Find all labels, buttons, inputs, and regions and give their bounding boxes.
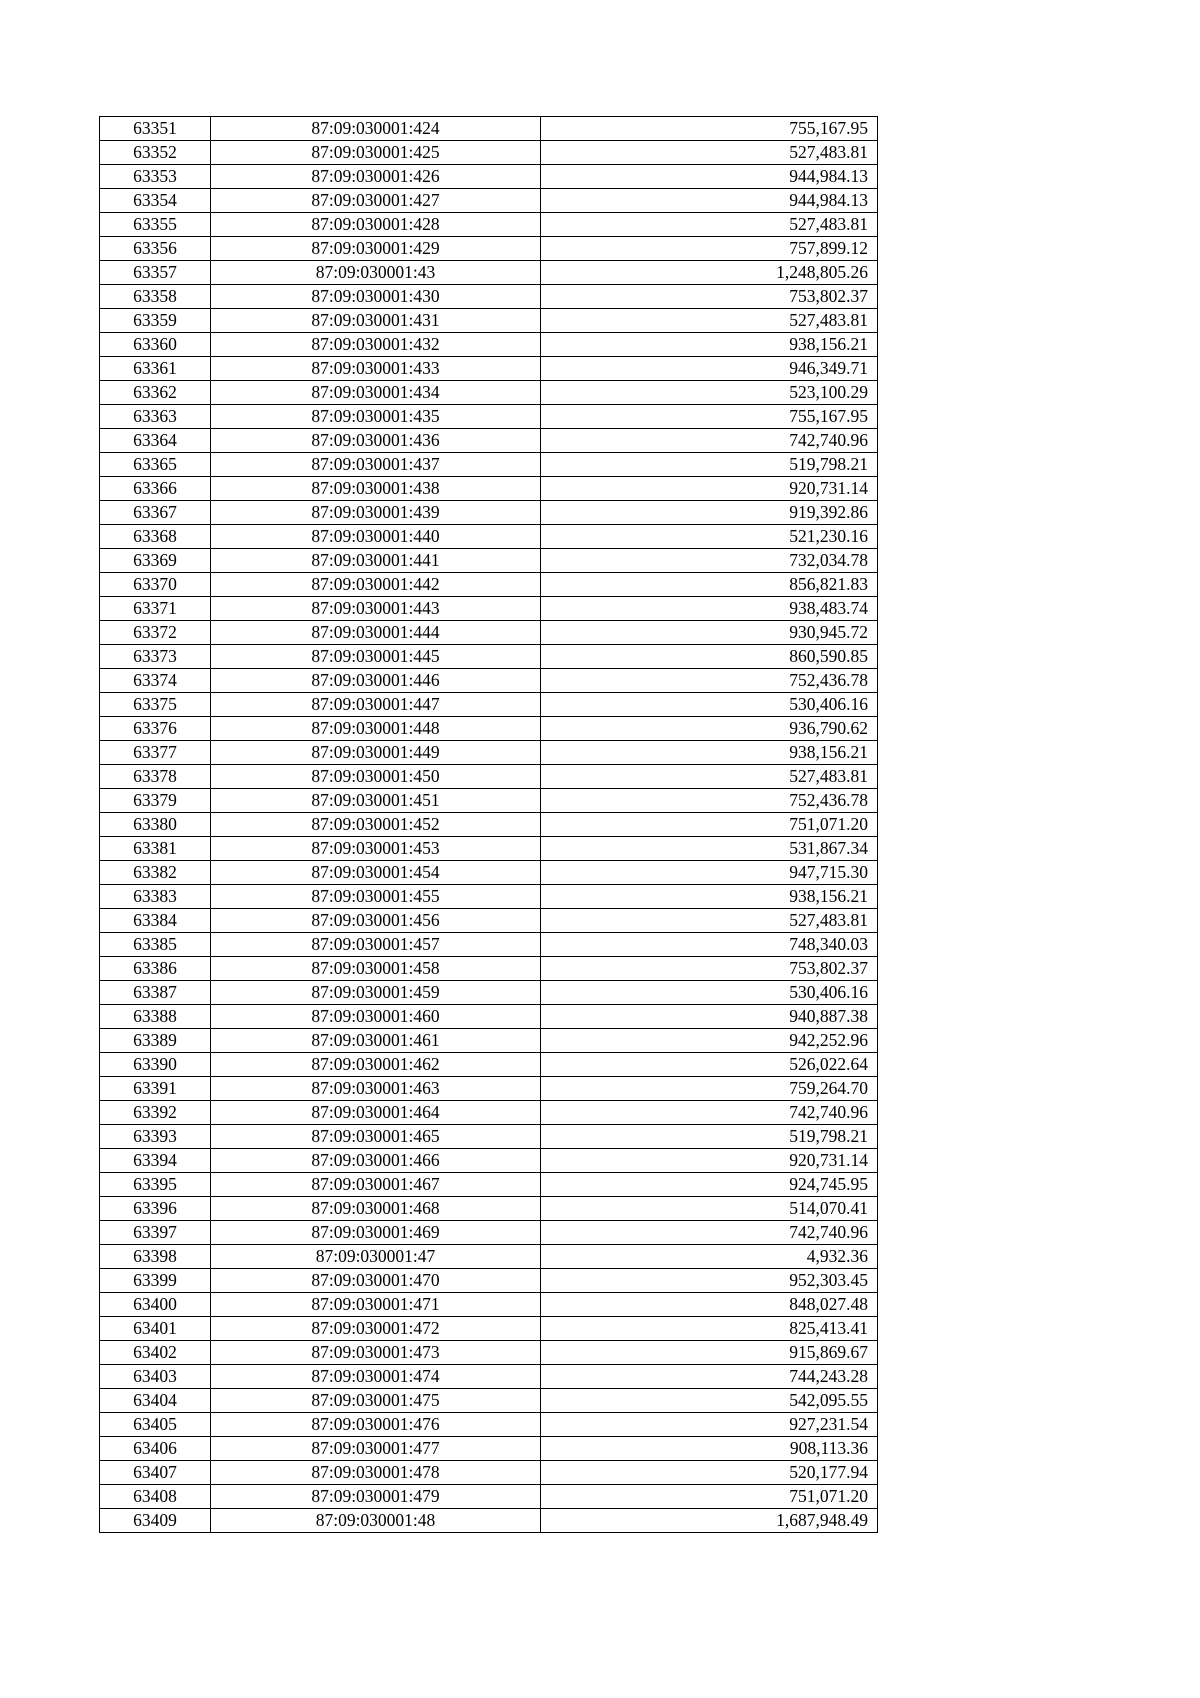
table-row bbox=[100, 1341, 878, 1365]
value-cell: 523,100.29 bbox=[541, 381, 878, 405]
table-row bbox=[100, 1053, 878, 1077]
value-cell: 938,483.74 bbox=[541, 597, 878, 621]
table-row bbox=[100, 1389, 878, 1413]
cadastral-number-cell: 87:09:030001:434 bbox=[211, 381, 541, 405]
row-number-cell: 63393 bbox=[100, 1125, 211, 1149]
table-row bbox=[100, 741, 878, 765]
value-cell: 915,869.67 bbox=[541, 1341, 878, 1365]
value-cell: 751,071.20 bbox=[541, 1485, 878, 1509]
table-row bbox=[100, 429, 878, 453]
row-number-cell: 63378 bbox=[100, 765, 211, 789]
row-number-cell: 63357 bbox=[100, 261, 211, 285]
row-number-cell: 63386 bbox=[100, 957, 211, 981]
row-number-cell: 63387 bbox=[100, 981, 211, 1005]
value-cell: 742,740.96 bbox=[541, 1101, 878, 1125]
cadastral-number-cell: 87:09:030001:468 bbox=[211, 1197, 541, 1221]
cadastral-number-cell: 87:09:030001:433 bbox=[211, 357, 541, 381]
row-number-cell: 63405 bbox=[100, 1413, 211, 1437]
table-row bbox=[100, 1461, 878, 1485]
row-number-cell: 63407 bbox=[100, 1461, 211, 1485]
row-number-cell: 63373 bbox=[100, 645, 211, 669]
value-cell: 732,034.78 bbox=[541, 549, 878, 573]
value-cell: 848,027.48 bbox=[541, 1293, 878, 1317]
value-cell: 920,731.14 bbox=[541, 477, 878, 501]
row-number-cell: 63397 bbox=[100, 1221, 211, 1245]
value-cell: 938,156.21 bbox=[541, 741, 878, 765]
row-number-cell: 63379 bbox=[100, 789, 211, 813]
value-cell: 944,984.13 bbox=[541, 165, 878, 189]
cadastral-number-cell: 87:09:030001:478 bbox=[211, 1461, 541, 1485]
cadastral-number-cell: 87:09:030001:471 bbox=[211, 1293, 541, 1317]
value-cell: 752,436.78 bbox=[541, 789, 878, 813]
cadastral-number-cell: 87:09:030001:426 bbox=[211, 165, 541, 189]
value-cell: 519,798.21 bbox=[541, 453, 878, 477]
table-row bbox=[100, 789, 878, 813]
cadastral-number-cell: 87:09:030001:429 bbox=[211, 237, 541, 261]
value-cell: 952,303.45 bbox=[541, 1269, 878, 1293]
value-cell: 519,798.21 bbox=[541, 1125, 878, 1149]
row-number-cell: 63406 bbox=[100, 1437, 211, 1461]
table-row bbox=[100, 1221, 878, 1245]
cadastral-number-cell: 87:09:030001:464 bbox=[211, 1101, 541, 1125]
value-cell: 1,687,948.49 bbox=[541, 1509, 878, 1533]
cadastral-number-cell: 87:09:030001:437 bbox=[211, 453, 541, 477]
cadastral-number-cell: 87:09:030001:475 bbox=[211, 1389, 541, 1413]
table-body bbox=[100, 117, 878, 1533]
row-number-cell: 63363 bbox=[100, 405, 211, 429]
cadastral-number-cell: 87:09:030001:43 bbox=[211, 261, 541, 285]
value-cell: 930,945.72 bbox=[541, 621, 878, 645]
table-row bbox=[100, 573, 878, 597]
cadastral-number-cell: 87:09:030001:458 bbox=[211, 957, 541, 981]
cadastral-number-cell: 87:09:030001:465 bbox=[211, 1125, 541, 1149]
cadastral-number-cell: 87:09:030001:439 bbox=[211, 501, 541, 525]
row-number-cell: 63388 bbox=[100, 1005, 211, 1029]
cadastral-number-cell: 87:09:030001:474 bbox=[211, 1365, 541, 1389]
value-cell: 526,022.64 bbox=[541, 1053, 878, 1077]
row-number-cell: 63368 bbox=[100, 525, 211, 549]
value-cell: 542,095.55 bbox=[541, 1389, 878, 1413]
row-number-cell: 63389 bbox=[100, 1029, 211, 1053]
row-number-cell: 63394 bbox=[100, 1149, 211, 1173]
value-cell: 860,590.85 bbox=[541, 645, 878, 669]
cadastral-number-cell: 87:09:030001:457 bbox=[211, 933, 541, 957]
cadastral-number-cell: 87:09:030001:435 bbox=[211, 405, 541, 429]
table-row bbox=[100, 1245, 878, 1269]
row-number-cell: 63370 bbox=[100, 573, 211, 597]
cadastral-number-cell: 87:09:030001:473 bbox=[211, 1341, 541, 1365]
table-row bbox=[100, 189, 878, 213]
value-cell: 4,932.36 bbox=[541, 1245, 878, 1269]
table-row bbox=[100, 525, 878, 549]
table-row bbox=[100, 597, 878, 621]
cadastral-number-cell: 87:09:030001:436 bbox=[211, 429, 541, 453]
row-number-cell: 63390 bbox=[100, 1053, 211, 1077]
value-cell: 755,167.95 bbox=[541, 117, 878, 141]
table-row bbox=[100, 1269, 878, 1293]
row-number-cell: 63356 bbox=[100, 237, 211, 261]
table-row bbox=[100, 1317, 878, 1341]
row-number-cell: 63374 bbox=[100, 669, 211, 693]
cadastral-number-cell: 87:09:030001:450 bbox=[211, 765, 541, 789]
value-cell: 924,745.95 bbox=[541, 1173, 878, 1197]
table-row bbox=[100, 933, 878, 957]
cadastral-number-cell: 87:09:030001:477 bbox=[211, 1437, 541, 1461]
value-cell: 825,413.41 bbox=[541, 1317, 878, 1341]
value-cell: 527,483.81 bbox=[541, 765, 878, 789]
cadastral-number-cell: 87:09:030001:428 bbox=[211, 213, 541, 237]
cadastral-number-cell: 87:09:030001:470 bbox=[211, 1269, 541, 1293]
cadastral-number-cell: 87:09:030001:476 bbox=[211, 1413, 541, 1437]
cadastral-number-cell: 87:09:030001:442 bbox=[211, 573, 541, 597]
table-row bbox=[100, 141, 878, 165]
value-cell: 527,483.81 bbox=[541, 213, 878, 237]
cadastral-number-cell: 87:09:030001:460 bbox=[211, 1005, 541, 1029]
row-number-cell: 63409 bbox=[100, 1509, 211, 1533]
cadastral-number-cell: 87:09:030001:459 bbox=[211, 981, 541, 1005]
row-number-cell: 63358 bbox=[100, 285, 211, 309]
cadastral-number-cell: 87:09:030001:451 bbox=[211, 789, 541, 813]
row-number-cell: 63398 bbox=[100, 1245, 211, 1269]
value-cell: 744,243.28 bbox=[541, 1365, 878, 1389]
cadastral-value-table bbox=[99, 116, 878, 1533]
value-cell: 742,740.96 bbox=[541, 429, 878, 453]
row-number-cell: 63371 bbox=[100, 597, 211, 621]
value-cell: 1,248,805.26 bbox=[541, 261, 878, 285]
cadastral-number-cell: 87:09:030001:430 bbox=[211, 285, 541, 309]
row-number-cell: 63382 bbox=[100, 861, 211, 885]
cadastral-number-cell: 87:09:030001:466 bbox=[211, 1149, 541, 1173]
value-cell: 938,156.21 bbox=[541, 333, 878, 357]
row-number-cell: 63376 bbox=[100, 717, 211, 741]
row-number-cell: 63385 bbox=[100, 933, 211, 957]
value-cell: 920,731.14 bbox=[541, 1149, 878, 1173]
row-number-cell: 63355 bbox=[100, 213, 211, 237]
row-number-cell: 63396 bbox=[100, 1197, 211, 1221]
row-number-cell: 63369 bbox=[100, 549, 211, 573]
row-number-cell: 63401 bbox=[100, 1317, 211, 1341]
cadastral-number-cell: 87:09:030001:479 bbox=[211, 1485, 541, 1509]
cadastral-number-cell: 87:09:030001:467 bbox=[211, 1173, 541, 1197]
row-number-cell: 63372 bbox=[100, 621, 211, 645]
value-cell: 530,406.16 bbox=[541, 981, 878, 1005]
value-cell: 527,483.81 bbox=[541, 141, 878, 165]
value-cell: 856,821.83 bbox=[541, 573, 878, 597]
cadastral-number-cell: 87:09:030001:444 bbox=[211, 621, 541, 645]
table-row bbox=[100, 165, 878, 189]
cadastral-number-cell: 87:09:030001:454 bbox=[211, 861, 541, 885]
row-number-cell: 63381 bbox=[100, 837, 211, 861]
table-row bbox=[100, 1509, 878, 1533]
value-cell: 940,887.38 bbox=[541, 1005, 878, 1029]
table-row bbox=[100, 1437, 878, 1461]
table-row bbox=[100, 357, 878, 381]
value-cell: 531,867.34 bbox=[541, 837, 878, 861]
cadastral-number-cell: 87:09:030001:443 bbox=[211, 597, 541, 621]
table-row bbox=[100, 1125, 878, 1149]
cadastral-number-cell: 87:09:030001:432 bbox=[211, 333, 541, 357]
cadastral-number-cell: 87:09:030001:446 bbox=[211, 669, 541, 693]
value-cell: 942,252.96 bbox=[541, 1029, 878, 1053]
table-row bbox=[100, 309, 878, 333]
cadastral-number-cell: 87:09:030001:472 bbox=[211, 1317, 541, 1341]
table-row bbox=[100, 1005, 878, 1029]
value-cell: 753,802.37 bbox=[541, 285, 878, 309]
table-row bbox=[100, 1101, 878, 1125]
row-number-cell: 63360 bbox=[100, 333, 211, 357]
value-cell: 936,790.62 bbox=[541, 717, 878, 741]
table-row bbox=[100, 1413, 878, 1437]
row-number-cell: 63399 bbox=[100, 1269, 211, 1293]
table-row bbox=[100, 1029, 878, 1053]
table-row bbox=[100, 669, 878, 693]
cadastral-number-cell: 87:09:030001:48 bbox=[211, 1509, 541, 1533]
row-number-cell: 63375 bbox=[100, 693, 211, 717]
table-row bbox=[100, 957, 878, 981]
table-row bbox=[100, 909, 878, 933]
row-number-cell: 63364 bbox=[100, 429, 211, 453]
table-row bbox=[100, 549, 878, 573]
table-row bbox=[100, 453, 878, 477]
value-cell: 530,406.16 bbox=[541, 693, 878, 717]
table-row bbox=[100, 477, 878, 501]
table-row bbox=[100, 1149, 878, 1173]
cadastral-number-cell: 87:09:030001:469 bbox=[211, 1221, 541, 1245]
table-row bbox=[100, 1365, 878, 1389]
value-cell: 938,156.21 bbox=[541, 885, 878, 909]
value-cell: 527,483.81 bbox=[541, 909, 878, 933]
value-cell: 927,231.54 bbox=[541, 1413, 878, 1437]
table-row bbox=[100, 1173, 878, 1197]
cadastral-number-cell: 87:09:030001:455 bbox=[211, 885, 541, 909]
cadastral-number-cell: 87:09:030001:424 bbox=[211, 117, 541, 141]
cadastral-number-cell: 87:09:030001:463 bbox=[211, 1077, 541, 1101]
row-number-cell: 63353 bbox=[100, 165, 211, 189]
cadastral-number-cell: 87:09:030001:453 bbox=[211, 837, 541, 861]
row-number-cell: 63380 bbox=[100, 813, 211, 837]
row-number-cell: 63403 bbox=[100, 1365, 211, 1389]
row-number-cell: 63408 bbox=[100, 1485, 211, 1509]
cadastral-number-cell: 87:09:030001:456 bbox=[211, 909, 541, 933]
row-number-cell: 63384 bbox=[100, 909, 211, 933]
row-number-cell: 63383 bbox=[100, 885, 211, 909]
table-row bbox=[100, 381, 878, 405]
value-cell: 755,167.95 bbox=[541, 405, 878, 429]
row-number-cell: 63391 bbox=[100, 1077, 211, 1101]
value-cell: 753,802.37 bbox=[541, 957, 878, 981]
table-row bbox=[100, 621, 878, 645]
value-cell: 748,340.03 bbox=[541, 933, 878, 957]
cadastral-number-cell: 87:09:030001:425 bbox=[211, 141, 541, 165]
table-row bbox=[100, 765, 878, 789]
cadastral-number-cell: 87:09:030001:461 bbox=[211, 1029, 541, 1053]
table-row bbox=[100, 501, 878, 525]
value-cell: 944,984.13 bbox=[541, 189, 878, 213]
cadastral-number-cell: 87:09:030001:47 bbox=[211, 1245, 541, 1269]
row-number-cell: 63359 bbox=[100, 309, 211, 333]
cadastral-number-cell: 87:09:030001:445 bbox=[211, 645, 541, 669]
row-number-cell: 63392 bbox=[100, 1101, 211, 1125]
table-row bbox=[100, 285, 878, 309]
table-row bbox=[100, 813, 878, 837]
table-row bbox=[100, 213, 878, 237]
row-number-cell: 63404 bbox=[100, 1389, 211, 1413]
value-cell: 742,740.96 bbox=[541, 1221, 878, 1245]
cadastral-number-cell: 87:09:030001:427 bbox=[211, 189, 541, 213]
cadastral-number-cell: 87:09:030001:440 bbox=[211, 525, 541, 549]
value-cell: 919,392.86 bbox=[541, 501, 878, 525]
row-number-cell: 63361 bbox=[100, 357, 211, 381]
table-row bbox=[100, 237, 878, 261]
row-number-cell: 63377 bbox=[100, 741, 211, 765]
value-cell: 947,715.30 bbox=[541, 861, 878, 885]
table-row bbox=[100, 1077, 878, 1101]
cadastral-number-cell: 87:09:030001:447 bbox=[211, 693, 541, 717]
row-number-cell: 63362 bbox=[100, 381, 211, 405]
value-cell: 514,070.41 bbox=[541, 1197, 878, 1221]
value-cell: 946,349.71 bbox=[541, 357, 878, 381]
table-row bbox=[100, 1293, 878, 1317]
cadastral-number-cell: 87:09:030001:448 bbox=[211, 717, 541, 741]
table-row bbox=[100, 693, 878, 717]
row-number-cell: 63367 bbox=[100, 501, 211, 525]
table-row bbox=[100, 717, 878, 741]
row-number-cell: 63365 bbox=[100, 453, 211, 477]
row-number-cell: 63395 bbox=[100, 1173, 211, 1197]
table-row bbox=[100, 1197, 878, 1221]
row-number-cell: 63366 bbox=[100, 477, 211, 501]
value-cell: 752,436.78 bbox=[541, 669, 878, 693]
row-number-cell: 63352 bbox=[100, 141, 211, 165]
table-row bbox=[100, 405, 878, 429]
value-cell: 757,899.12 bbox=[541, 237, 878, 261]
table-row bbox=[100, 885, 878, 909]
table-row bbox=[100, 261, 878, 285]
cadastral-number-cell: 87:09:030001:449 bbox=[211, 741, 541, 765]
value-cell: 527,483.81 bbox=[541, 309, 878, 333]
table-row bbox=[100, 837, 878, 861]
table-row bbox=[100, 981, 878, 1005]
value-cell: 520,177.94 bbox=[541, 1461, 878, 1485]
table-row bbox=[100, 117, 878, 141]
table-row bbox=[100, 1485, 878, 1509]
cadastral-number-cell: 87:09:030001:438 bbox=[211, 477, 541, 501]
value-cell: 521,230.16 bbox=[541, 525, 878, 549]
row-number-cell: 63351 bbox=[100, 117, 211, 141]
value-cell: 751,071.20 bbox=[541, 813, 878, 837]
value-cell: 908,113.36 bbox=[541, 1437, 878, 1461]
row-number-cell: 63402 bbox=[100, 1341, 211, 1365]
table-row bbox=[100, 861, 878, 885]
table-row bbox=[100, 333, 878, 357]
cadastral-number-cell: 87:09:030001:441 bbox=[211, 549, 541, 573]
cadastral-number-cell: 87:09:030001:462 bbox=[211, 1053, 541, 1077]
row-number-cell: 63354 bbox=[100, 189, 211, 213]
table-row bbox=[100, 645, 878, 669]
value-cell: 759,264.70 bbox=[541, 1077, 878, 1101]
row-number-cell: 63400 bbox=[100, 1293, 211, 1317]
cadastral-number-cell: 87:09:030001:431 bbox=[211, 309, 541, 333]
cadastral-number-cell: 87:09:030001:452 bbox=[211, 813, 541, 837]
